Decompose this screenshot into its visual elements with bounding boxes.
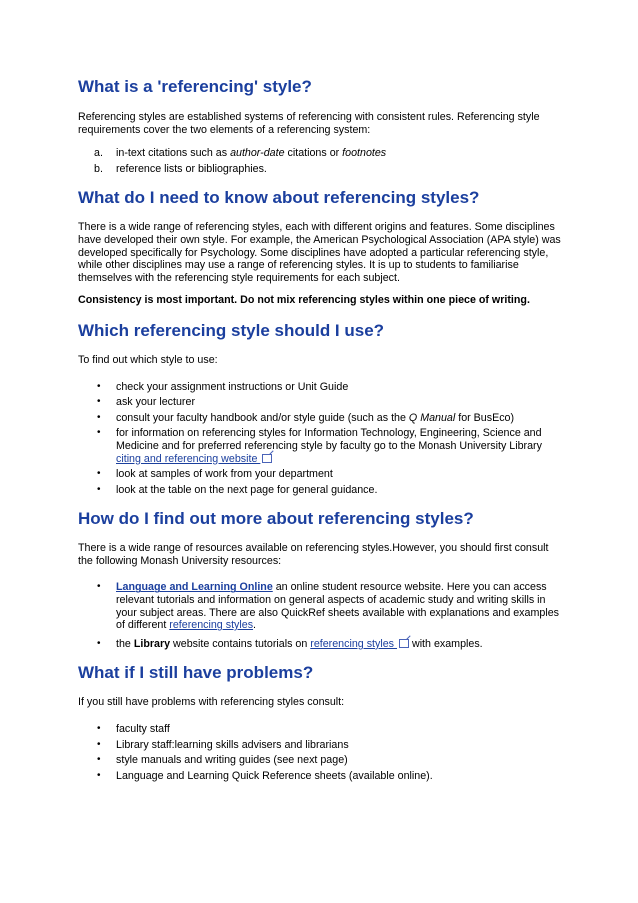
section-heading-find-out-more: How do I find out more about referencing styles? — [78, 509, 474, 529]
section-paragraph: If you still have problems with referencing styles consult: — [78, 696, 345, 709]
bullet-icon: • — [97, 738, 101, 750]
library-referencing-styles-link[interactable]: referencing styles — [310, 637, 397, 650]
list-item: • style manuals and writing guides (see next page) — [97, 754, 348, 767]
list-item: • look at samples of work from your department — [97, 468, 333, 481]
bullet-icon: • — [97, 581, 101, 593]
alpha-list — [78, 147, 562, 175]
list-marker: a. — [94, 147, 103, 160]
list-item: • Language and Learning Online an online student resource website. Here you can access relevant tutorials and information on general aspects of academic study and writing skills in your subject areas. There are also QuickRef sheets available with explanations and examples of different referencing styles. — [97, 581, 559, 632]
bullet-icon: • — [97, 723, 101, 735]
bullet-icon: • — [97, 468, 101, 480]
section-heading-which-style: Which referencing style should I use? — [78, 320, 385, 340]
bullet-list — [78, 723, 562, 782]
list-item: • Library staff:learning skills advisers and librarians — [97, 738, 349, 751]
bullet-icon: • — [97, 427, 101, 439]
section-paragraph: There is a wide range of resources available on referencing styles.However, you should first consult the following Monash University resources: — [78, 542, 549, 567]
bullet-list — [78, 581, 562, 650]
bullet-icon: • — [97, 637, 101, 649]
list-item: • look at the table on the next page for general guidance. — [97, 483, 378, 496]
bullet-icon: • — [97, 483, 101, 495]
list-item: • for information on referencing styles for Information Technology, Engineering, Science and Medicine and for preferred referencing style by faculty go to the Monash University Library citing and referencing website — [97, 427, 542, 465]
external-link-icon[interactable] — [262, 454, 272, 463]
referencing-styles-link[interactable]: referencing styles — [169, 619, 254, 632]
bullet-list — [78, 381, 562, 497]
list-item: a. in-text citations such as author-date citations or footnotes — [94, 147, 387, 160]
bullet-icon: • — [97, 769, 101, 781]
list-item: b. reference lists or bibliographies. — [94, 162, 267, 175]
section-paragraph: Referencing styles are established systems of referencing with consistent rules. Referencing style requirements cover the two elements of a referencing system: — [78, 111, 540, 136]
list-item: • the Library website contains tutorials on referencing styles with examples. — [97, 637, 483, 650]
section-heading-need-to-know: What do I need to know about referencing styles? — [78, 188, 480, 208]
bullet-icon: • — [97, 380, 101, 392]
list-item: • Language and Learning Quick Reference sheets (available online). — [97, 769, 433, 782]
section-heading-referencing-style: What is a 'referencing' style? — [78, 77, 312, 96]
bold-note: Consistency is most important. Do not mix referencing styles within one piece of writing. — [78, 294, 530, 307]
list-item: • ask your lecturer — [97, 396, 195, 409]
list-marker: b. — [94, 162, 103, 175]
section-paragraph: There is a wide range of referencing styles, each with different origins and features. Some disciplines have developed their own style. For example, the American Psychological Association (APA style) was developed specifically for Psychology. Some disciplines have adopted a particular referencing style, while other disciplines may use a range of referencing styles. It is up to students to familiarise themselves with the referencing style requirements for each subject. — [78, 221, 561, 284]
bullet-icon: • — [97, 754, 101, 766]
list-item: • consult your faculty handbook and/or style guide (such as the Q Manual for BusEco) — [97, 411, 515, 424]
list-item: • check your assignment instructions or Unit Guide — [97, 380, 349, 393]
external-link-icon[interactable] — [399, 639, 409, 648]
language-learning-online-link[interactable]: Language and Learning Online — [116, 581, 273, 594]
list-item: • faculty staff — [97, 723, 170, 736]
section-heading-still-have-problems: What if I still have problems? — [78, 663, 314, 683]
citing-referencing-website-link[interactable]: citing and referencing website — [116, 452, 261, 465]
bullet-icon: • — [97, 396, 101, 408]
section-paragraph: To find out which style to use: — [78, 353, 218, 366]
bullet-icon: • — [97, 411, 101, 423]
document-content — [78, 76, 562, 782]
